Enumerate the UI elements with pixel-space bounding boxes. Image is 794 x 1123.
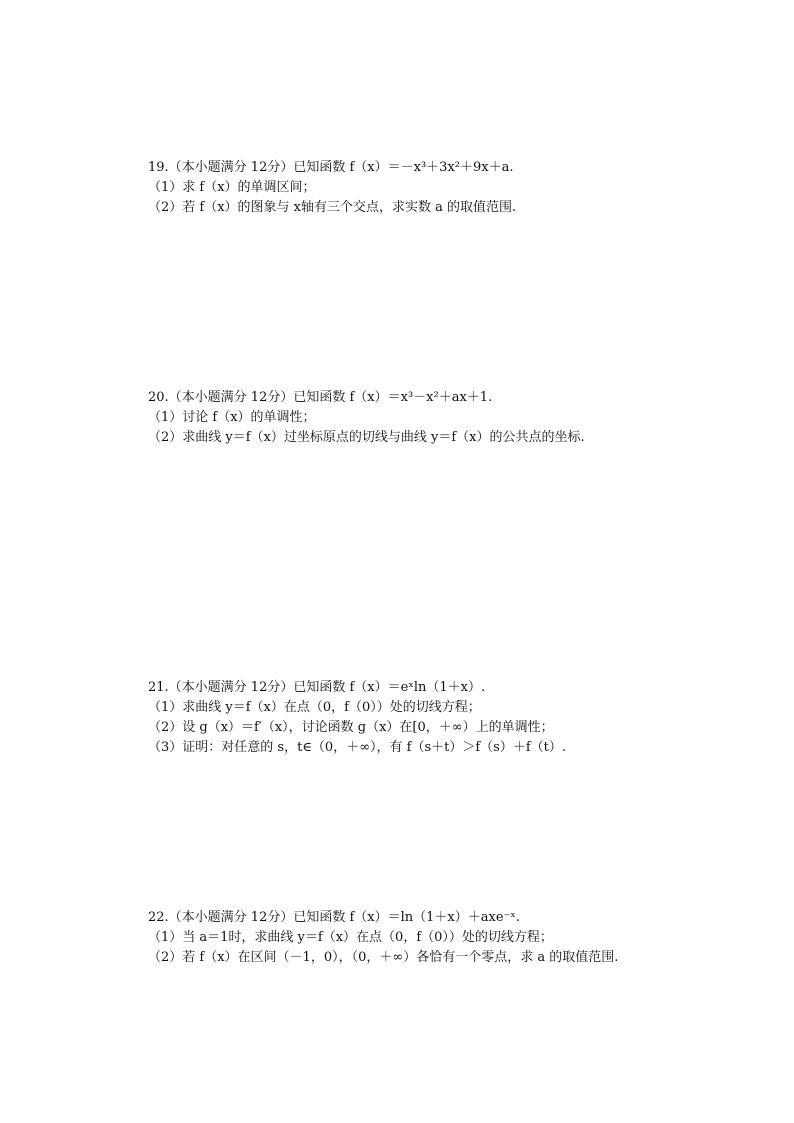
problem-part: （1）讨论 f（x）的单调性；: [148, 410, 316, 425]
problem-header: 21.（本小题满分 12分）已知函数 f（x）＝eˣln（1＋x）.: [148, 680, 486, 695]
problem-header: 19.（本小题满分 12分）已知函数 f（x）＝－x³＋3x²＋9x＋a.: [148, 160, 514, 175]
problem-19: [148, 158, 748, 218]
problem-part: （2）若 f（x）在区间（－1，0），（0，＋∞）各恰有一个零点，求 a 的取值范围.: [148, 950, 619, 965]
problem-part: （2）求曲线 y＝f（x）过坐标原点的切线与曲线 y＝f（x）的公共点的坐标.: [148, 430, 585, 445]
problem-20: [148, 388, 748, 448]
problem-header: 22.（本小题满分 12分）已知函数 f（x）＝ln（1＋x）＋axe⁻ˣ.: [148, 910, 521, 925]
problem-22: [148, 908, 748, 968]
problem-part: （3）证明：对任意的 s，t∈（0，＋∞），有 f（s＋t）＞f（s）＋f（t）.: [148, 740, 567, 755]
problem-part: （1）当 a＝1时，求曲线 y＝f（x）在点（0，f（0））处的切线方程；: [148, 930, 553, 945]
problem-21: [148, 678, 748, 758]
problem-part: （2）若 f（x）的图象与 x轴有三个交点，求实数 a 的取值范围.: [148, 200, 517, 215]
problem-header: 20.（本小题满分 12分）已知函数 f（x）＝x³－x²＋ax＋1.: [148, 390, 493, 405]
problem-part: （1）求曲线 y＝f（x）在点（0，f（0））处的切线方程；: [148, 700, 481, 715]
problem-part: （1）求 f（x）的单调区间；: [148, 180, 316, 195]
problem-part: （2）设 g（x）＝f′（x），讨论函数 g（x）在[0，＋∞）上的单调性；: [148, 720, 554, 735]
